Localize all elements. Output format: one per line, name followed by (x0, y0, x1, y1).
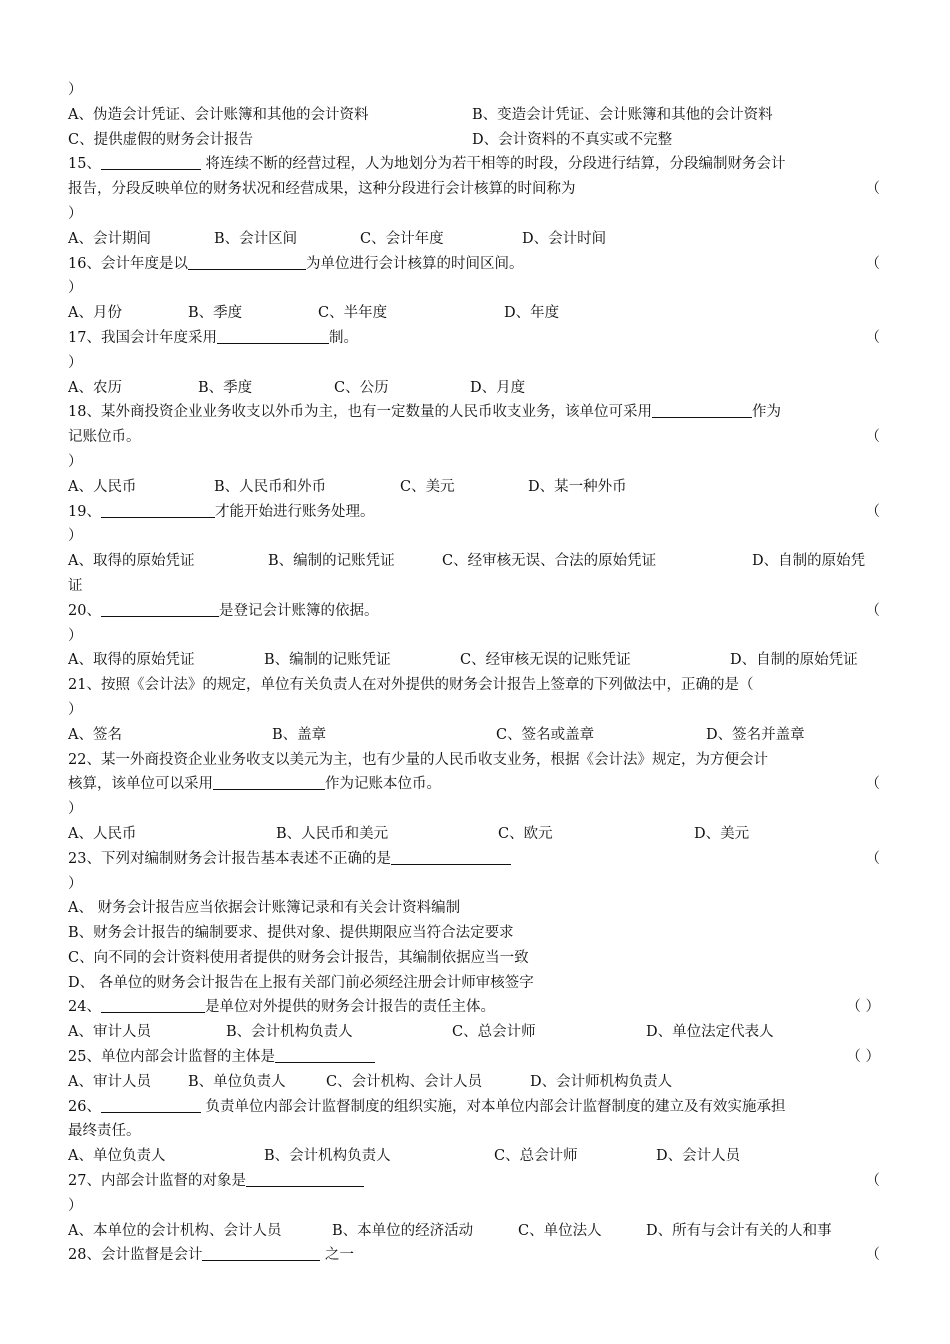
closing-paren: ） (68, 701, 83, 718)
question-stem: 27、内部会计监督的对象是 (68, 1173, 246, 1190)
question-stem: 23、下列对编制财务会计报告基本表述不正确的是 (68, 850, 391, 867)
question-stem: 15、 (68, 156, 101, 173)
paren-continuation (68, 698, 884, 723)
answer-paren: （ (865, 429, 880, 446)
answer-option: D、签名并盖章 (706, 726, 805, 743)
answer-option: A、取得的原始凭证 (68, 553, 195, 570)
answer-paren: （ ） (846, 1049, 880, 1066)
answer-paren: （ (865, 329, 880, 346)
answer-option: B、季度 (188, 305, 243, 322)
question-stem: 19、 (68, 503, 101, 520)
answer-options (68, 723, 884, 748)
answer-option: A、审计人员 (68, 1073, 151, 1090)
fill-in-blank (275, 1047, 375, 1063)
answer-option: C、美元 (400, 478, 455, 495)
answer-option: A、取得的原始凭证 (68, 652, 195, 669)
question-stem: 21、按照《会计法》的规定，单位有关负责人在对外提供的财务会计报告上签章的下列做法中，正确的是（ (68, 677, 754, 694)
answer-option: B、单位负责人 (188, 1073, 286, 1090)
answer-option: C、签名或盖章 (496, 726, 595, 743)
answer-option: A、签名 (68, 726, 122, 743)
fill-in-blank (391, 849, 511, 865)
answer-option: A、伪造会计凭证、会计账簿和其他的会计资料 (68, 106, 369, 123)
answer-option: C、经审核无误、合法的原始凭证 (442, 553, 657, 570)
answer-options (68, 301, 884, 326)
answer-option: A、月份 (68, 305, 122, 322)
answer-option: D、会计师机构负责人 (530, 1073, 673, 1090)
question-stem: 26、 (68, 1098, 101, 1115)
question-stem: 最终责任。 (68, 1123, 141, 1140)
answer-paren: （ ） (846, 999, 880, 1016)
answer-option: C、总会计师 (452, 1024, 536, 1041)
answer-option: A、农历 (68, 379, 122, 396)
question-stem: 17、我国会计年度采用 (68, 329, 217, 346)
question-stem: 22、某一外商投资企业业务收支以美元为主，也有少量的人民币收支业务，根据《会计法》规定，为方便会计 (68, 751, 768, 768)
question-text (68, 772, 884, 797)
answer-option: D、所有与会计有关的人和事 (646, 1222, 832, 1239)
question-stem-rest: 负责单位内部会计监督制度的组织实施，对本单位内部会计监督制度的建立及有效实施承担 (200, 1098, 786, 1115)
fill-in-blank (213, 774, 325, 790)
closing-paren: ） (68, 82, 83, 98)
answer-option: D、自制的原始凭 (752, 553, 866, 570)
paren-continuation (68, 797, 884, 822)
answer-option: C、公历 (334, 379, 389, 396)
question-stem: 16、会计年度是以 (68, 255, 188, 272)
question-text (68, 152, 884, 177)
answer-option: C、经审核无误的记账凭证 (460, 652, 631, 669)
fill-in-blank (188, 254, 306, 270)
question-stem-rest: 作为记账本位币。 (325, 776, 441, 793)
answer-options (68, 475, 884, 500)
paren-continuation (68, 1194, 884, 1219)
closing-paren: ） (68, 801, 83, 818)
question-text (68, 971, 884, 996)
answer-option: C、欧元 (498, 825, 553, 842)
question-stem-rest: 将连续不断的经营过程，人为地划分为若干相等的时段，分段进行结算，分段编制财务会计 (200, 156, 786, 173)
paren-continuation (68, 276, 884, 301)
question-text (68, 1169, 884, 1194)
answer-options (68, 1144, 884, 1169)
answer-option: B、会计机构负责人 (226, 1024, 353, 1041)
document-page (68, 78, 884, 1268)
question-stem: 25、单位内部会计监督的主体是 (68, 1049, 275, 1066)
question-stem-rest: 制。 (328, 329, 358, 346)
answer-option: D、会计资料的不真实或不完整 (472, 131, 673, 148)
answer-options (68, 549, 884, 574)
closing-paren: ） (68, 627, 83, 644)
answer-option: C、单位法人 (518, 1222, 602, 1239)
answer-option: D、某一种外币 (528, 478, 627, 495)
answer-option: A、人民币 (68, 825, 137, 842)
answer-paren: （ (865, 1247, 880, 1264)
fill-in-blank (101, 1097, 201, 1113)
answer-options (68, 1070, 884, 1095)
answer-paren: （ (865, 181, 880, 198)
answer-options (68, 1020, 884, 1045)
closing-paren: ） (68, 1197, 83, 1214)
answer-option: D、自制的原始凭证 (730, 652, 858, 669)
answer-options (68, 376, 884, 401)
question-text (68, 425, 884, 450)
fill-in-blank (101, 601, 219, 617)
question-stem: 记账位币。 (68, 429, 141, 446)
answer-option: D、会计时间 (522, 230, 607, 247)
answer-options (68, 128, 884, 153)
answer-options (68, 648, 884, 673)
question-stem: 报告，分段反映单位的财务状况和经营成果，这种分段进行会计核算的时间称为 (68, 181, 576, 198)
question-stem-rest: 作为 (751, 404, 781, 421)
question-stem-rest: 才能开始进行账务处理。 (214, 503, 375, 520)
closing-paren: ） (68, 205, 83, 222)
answer-paren: （ (865, 602, 880, 619)
answer-option: D、单位法定代表人 (646, 1024, 774, 1041)
answer-option: B、变造会计凭证、会计账簿和其他的会计资料 (472, 106, 773, 123)
answer-option: D、月度 (470, 379, 526, 396)
paren-continuation (68, 872, 884, 897)
question-stem-rest: 是登记会计账簿的依据。 (218, 602, 379, 619)
question-text (68, 326, 884, 351)
answer-option: A、本单位的会计机构、会计人员 (68, 1222, 282, 1239)
paren-continuation (68, 524, 884, 549)
answer-options (68, 822, 884, 847)
question-text (68, 252, 884, 277)
closing-paren: ） (68, 354, 83, 371)
question-text (68, 599, 884, 624)
question-text (68, 921, 884, 946)
question-text (68, 400, 884, 425)
question-stem: 28、会计监督是会计 (68, 1247, 203, 1264)
answer-option: C、会计机构、会计人员 (326, 1073, 483, 1090)
question-stem: D、 各单位的财务会计报告在上报有关部门前必须经注册会计师审核签字 (68, 974, 534, 991)
question-stem: 24、 (68, 999, 101, 1016)
question-text (68, 847, 884, 872)
question-text (68, 177, 884, 202)
answer-option: A、人民币 (68, 478, 137, 495)
question-stem-rest: 之一 (320, 1247, 355, 1264)
answer-option: D、会计人员 (656, 1148, 741, 1165)
answer-options (68, 1219, 884, 1244)
answer-option: B、编制的记账凭证 (264, 652, 391, 669)
question-stem: B、财务会计报告的编制要求、提供对象、提供期限应当符合法定要求 (68, 925, 514, 942)
answer-option: C、半年度 (318, 305, 388, 322)
question-stem-rest: 为单位进行会计核算的时间区间。 (305, 255, 524, 272)
answer-option: B、会计区间 (214, 230, 298, 247)
answer-option: B、会计机构负责人 (264, 1148, 391, 1165)
closing-paren: ） (68, 528, 83, 545)
answer-option: A、单位负责人 (68, 1148, 166, 1165)
answer-option: A、会计期间 (68, 230, 151, 247)
fill-in-blank (101, 502, 215, 518)
answer-paren: （ (865, 776, 880, 793)
question-stem: 证 (68, 577, 83, 594)
fill-in-blank (217, 328, 329, 344)
question-stem: A、 财务会计报告应当依据会计账簿记录和有关会计资料编制 (68, 900, 461, 917)
question-text (68, 995, 884, 1020)
answer-option: B、人民币和外币 (214, 478, 327, 495)
fill-in-blank (652, 402, 752, 418)
question-text (68, 946, 884, 971)
question-stem-rest: 是单位对外提供的财务会计报告的责任主体。 (204, 999, 495, 1016)
answer-option: B、本单位的经济活动 (332, 1222, 474, 1239)
answer-option: C、总会计师 (494, 1148, 578, 1165)
fill-in-blank (101, 997, 205, 1013)
question-stem: 18、某外商投资企业业务收支以外币为主，也有一定数量的人民币收支业务，该单位可采用 (68, 404, 652, 421)
question-text (68, 574, 884, 599)
answer-option: B、季度 (198, 379, 253, 396)
question-text (68, 500, 884, 525)
closing-paren: ） (68, 280, 83, 297)
paren-continuation (68, 78, 884, 103)
answer-paren: （ (865, 255, 880, 272)
question-stem: C、向不同的会计资料使用者提供的财务会计报告，其编制依据应当一致 (68, 949, 529, 966)
question-text (68, 896, 884, 921)
question-text (68, 1119, 884, 1144)
question-text (68, 673, 884, 698)
question-stem: 核算，该单位可以采用 (68, 776, 213, 793)
closing-paren: ） (68, 453, 83, 470)
answer-option: B、编制的记账凭证 (268, 553, 395, 570)
answer-option: D、美元 (694, 825, 750, 842)
fill-in-blank (202, 1245, 320, 1261)
answer-option: C、提供虚假的财务会计报告 (68, 131, 254, 148)
question-text (68, 1243, 884, 1268)
fill-in-blank (246, 1171, 364, 1187)
answer-option: C、会计年度 (360, 230, 444, 247)
answer-paren: （ (865, 1173, 880, 1190)
answer-paren: （ (865, 850, 880, 867)
answer-option: A、审计人员 (68, 1024, 151, 1041)
question-stem: 20、 (68, 602, 101, 619)
answer-option: D、年度 (504, 305, 560, 322)
answer-option: B、人民币和美元 (276, 825, 389, 842)
answer-paren: （ (865, 503, 880, 520)
question-text (68, 1095, 884, 1120)
fill-in-blank (101, 154, 201, 170)
paren-continuation (68, 351, 884, 376)
answer-option: B、盖章 (272, 726, 327, 743)
closing-paren: ） (68, 875, 83, 892)
paren-continuation (68, 624, 884, 649)
paren-continuation (68, 202, 884, 227)
answer-options (68, 103, 884, 128)
answer-options (68, 227, 884, 252)
question-text (68, 1045, 884, 1070)
paren-continuation (68, 450, 884, 475)
question-text (68, 748, 884, 773)
